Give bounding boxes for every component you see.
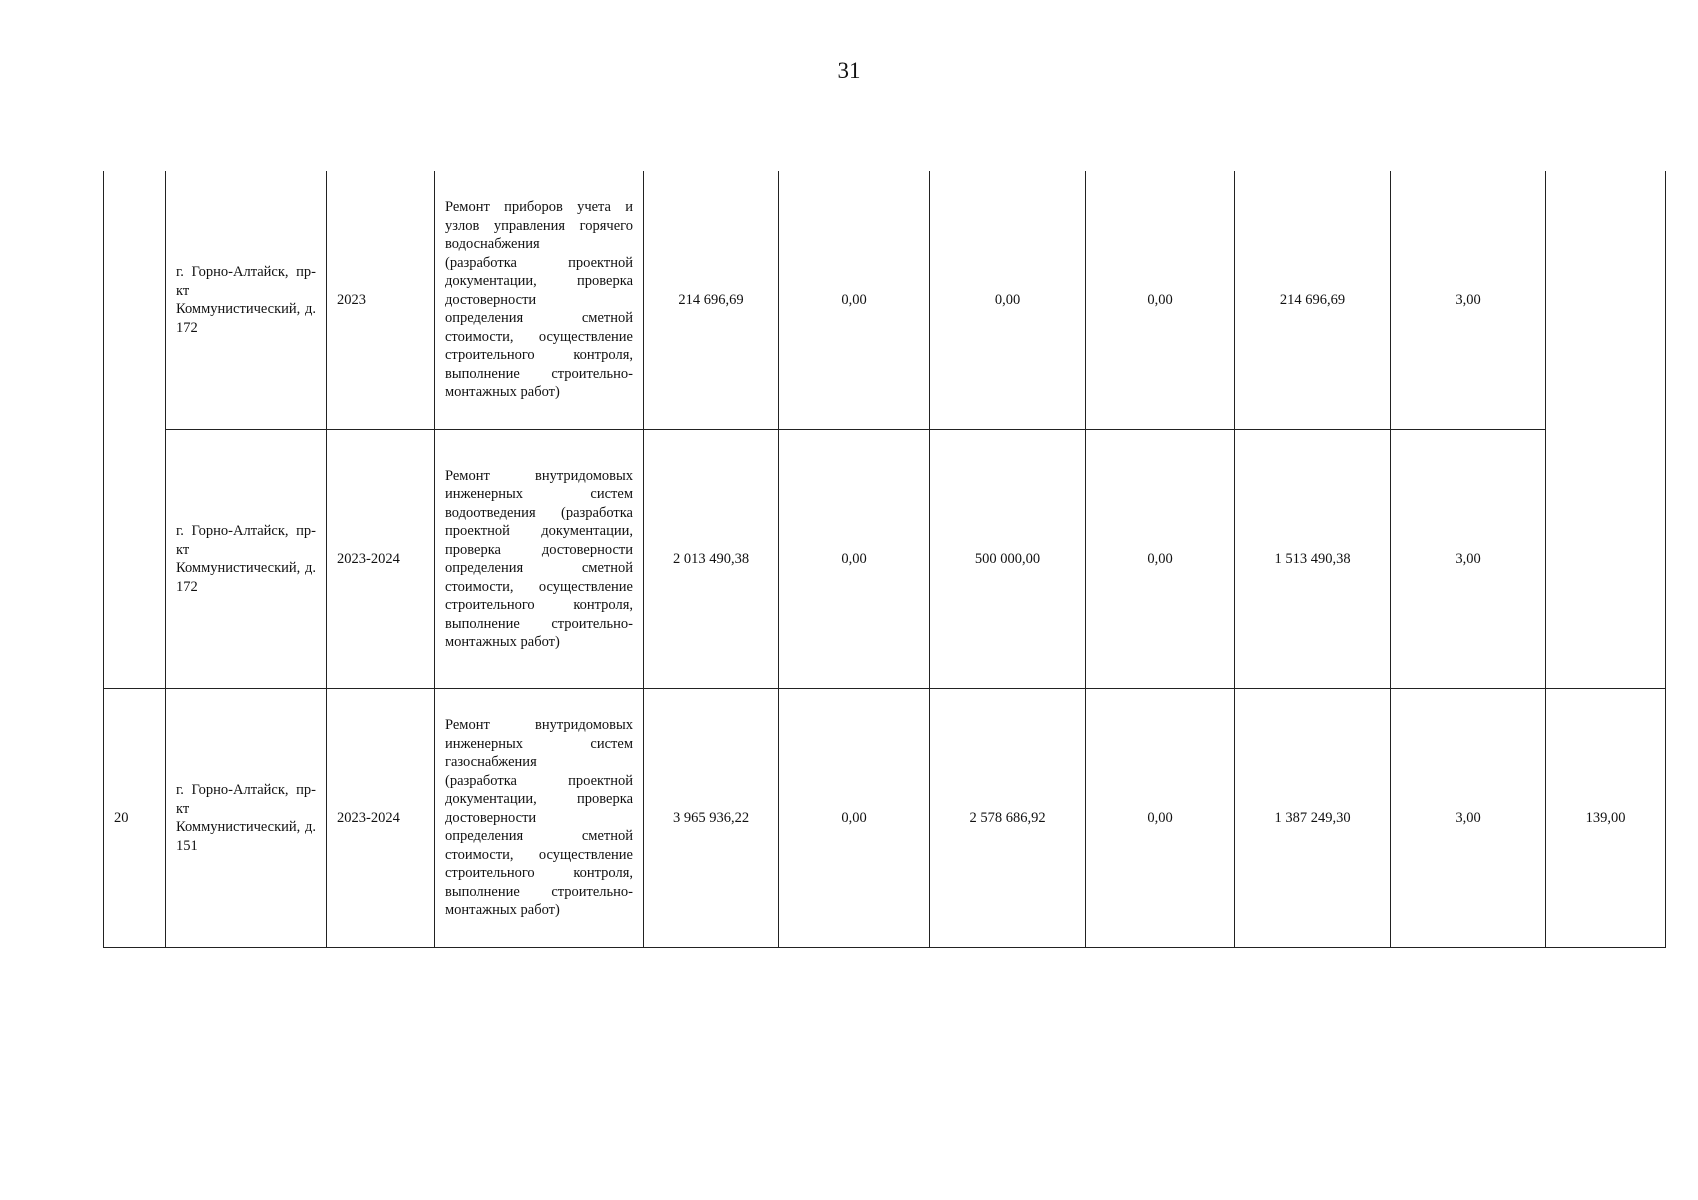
work-description-line: Ремонт внутридомовых <box>445 717 633 734</box>
row-number-cell <box>104 171 166 689</box>
work-description-line: инженерных систем <box>445 735 633 752</box>
work-description-line: монтажных работ) <box>445 902 560 919</box>
work-description-line: документации, проверка <box>445 791 633 808</box>
fund-cost-cell: 0,00 <box>779 171 930 430</box>
page-number: 31 <box>837 58 861 83</box>
work-description-line: строительного контроля, <box>445 865 633 882</box>
local-budget-cost-cell: 0,00 <box>1086 430 1235 689</box>
work-description-line: определения сметной <box>445 560 633 576</box>
work-description-line: газоснабжения <box>445 754 537 771</box>
work-description-line: выполнение строительно- <box>445 365 633 382</box>
work-description-line: проектной документации, <box>445 523 633 539</box>
work-description-line: стоимости, осуществление <box>445 578 633 595</box>
table-row <box>104 171 1666 430</box>
work-description-line: (разработка проектной <box>445 254 633 271</box>
work-description-line: документации, проверка <box>445 273 633 290</box>
table-row <box>104 689 1666 948</box>
local-budget-cost-cell: 0,00 <box>1086 171 1235 430</box>
rate-cell: 3,00 <box>1391 430 1546 689</box>
work-description-line: стоимости, осуществление <box>445 328 633 345</box>
work-description-line: определения сметной <box>445 828 633 845</box>
work-description-line: Ремонт приборов учета и <box>445 199 633 216</box>
work-description-line: инженерных систем <box>445 486 633 502</box>
address-cell: г. Горно-Алтайск, пр-кт Коммунистический, д. 151 <box>166 689 327 948</box>
period-cell: 2023-2024 <box>327 689 435 948</box>
rate-cell: 3,00 <box>1391 689 1546 948</box>
work-description-line: строительного контроля, <box>445 597 633 613</box>
work-description-line: водоотведения (разработка <box>445 504 633 521</box>
total-cost-cell: 2 013 490,38 <box>644 430 779 689</box>
budget-cost-cell: 0,00 <box>930 171 1086 430</box>
table-row <box>104 430 1666 689</box>
work-description-line: строительного контроля, <box>445 347 633 364</box>
fund-cost-cell: 0,00 <box>779 689 930 948</box>
work-description-line: выполнение строительно- <box>445 883 633 900</box>
address-cell: г. Горно-Алтайск, пр-кт Коммунистический, д. 172 <box>166 171 327 430</box>
period-cell: 2023 <box>327 171 435 430</box>
owners-cost-cell: 214 696,69 <box>1235 171 1391 430</box>
row-number-cell: 20 <box>104 689 166 948</box>
work-description-line: достоверности <box>445 809 537 826</box>
work-description-cell <box>435 689 644 948</box>
work-description-line: определения сметной <box>445 310 633 327</box>
work-description-cell <box>435 171 644 430</box>
owners-cost-cell: 1 387 249,30 <box>1235 689 1391 948</box>
owners-cost-cell: 1 513 490,38 <box>1235 430 1391 689</box>
work-description-cell <box>435 430 644 689</box>
rate-cell: 3,00 <box>1391 171 1546 430</box>
work-description-line: водоснабжения <box>445 236 540 253</box>
period-cell: 2023-2024 <box>327 430 435 689</box>
budget-cost-cell: 500 000,00 <box>930 430 1086 689</box>
repair-program-table <box>103 171 1666 948</box>
budget-cost-cell: 2 578 686,92 <box>930 689 1086 948</box>
work-description-line: (разработка проектной <box>445 772 633 789</box>
work-description-line: монтажных работ) <box>445 384 560 401</box>
last-column-cell <box>1546 171 1666 689</box>
total-cost-cell: 3 965 936,22 <box>644 689 779 948</box>
work-description-line: выполнение строительно- <box>445 615 633 632</box>
work-description-line: узлов управления горячего <box>445 217 633 234</box>
work-description-line: проверка достоверности <box>445 541 633 558</box>
total-cost-cell: 214 696,69 <box>644 171 779 430</box>
local-budget-cost-cell: 0,00 <box>1086 689 1235 948</box>
work-description-line: монтажных работ) <box>445 634 560 650</box>
fund-cost-cell: 0,00 <box>779 430 930 689</box>
last-column-cell: 139,00 <box>1546 689 1666 948</box>
address-cell: г. Горно-Алтайск, пр-кт Коммунистический, д. 172 <box>166 430 327 689</box>
work-description-line: Ремонт внутридомовых <box>445 467 633 484</box>
work-description-line: стоимости, осуществление <box>445 846 633 863</box>
work-description-line: достоверности <box>445 291 537 308</box>
